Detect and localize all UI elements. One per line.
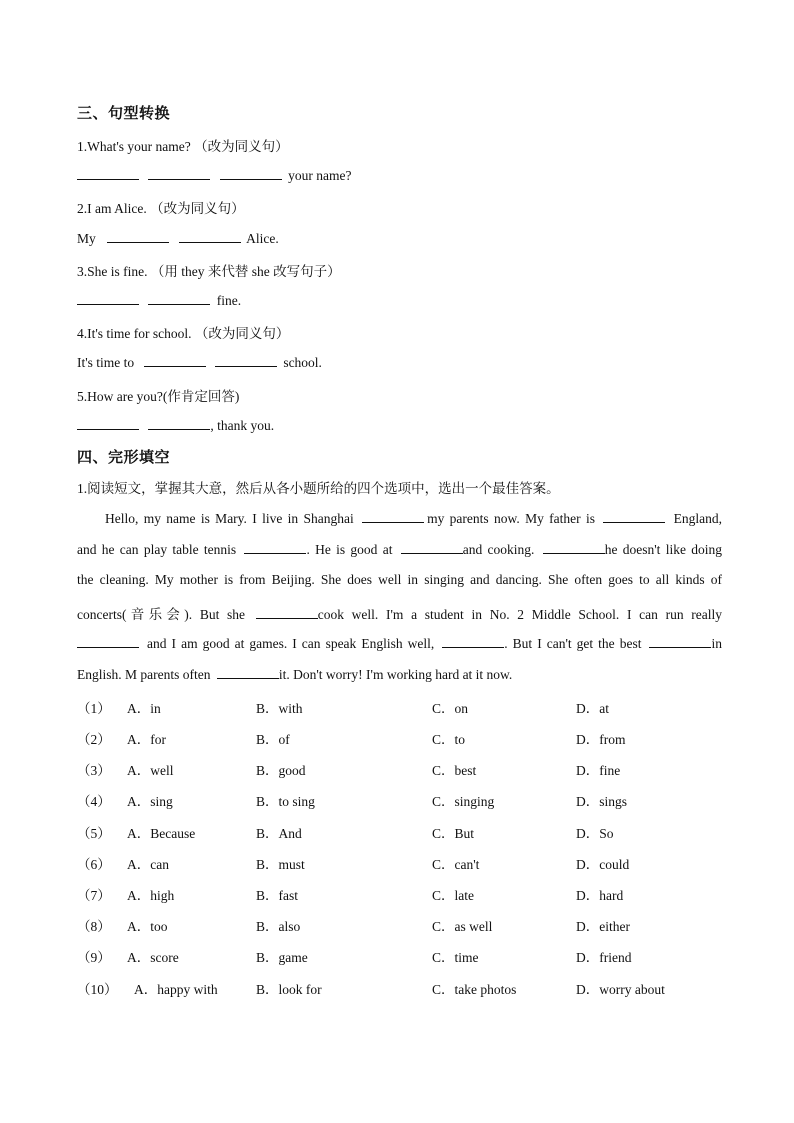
section4-instruction: 1.阅读短文，掌握其大意，然后从各小题所给的四个选项中，选出一个最佳答案。 — [77, 481, 560, 496]
option-c[interactable]: C．late — [432, 888, 474, 903]
q4-answer-line — [77, 353, 322, 371]
option-number: （1） — [77, 701, 111, 716]
cloze-blank-9[interactable] — [649, 634, 711, 648]
option-d[interactable]: D．So — [576, 826, 614, 841]
option-d[interactable]: D．hard — [576, 888, 624, 903]
option-b[interactable]: B．of — [256, 732, 290, 747]
option-a[interactable]: A．high — [127, 888, 175, 903]
answer-blank[interactable] — [144, 353, 206, 367]
q5-prompt: 5.How are you?(作肯定回答) — [77, 389, 240, 404]
q4-answer-head: It's time to — [77, 355, 135, 370]
answer-blank[interactable] — [215, 353, 277, 367]
option-c[interactable]: C．can't — [432, 857, 480, 872]
option-number: （4） — [77, 794, 111, 809]
option-d[interactable]: D．from — [576, 732, 626, 747]
option-d[interactable]: D．fine — [576, 763, 621, 778]
cloze-blank-6[interactable] — [256, 605, 318, 619]
option-c[interactable]: C．time — [432, 950, 479, 965]
option-a[interactable]: A．can — [127, 857, 169, 872]
q2-answer-line — [77, 229, 279, 247]
option-d[interactable]: D．at — [576, 701, 609, 716]
q5-answer-line — [77, 416, 274, 434]
option-a[interactable]: A．too — [127, 919, 168, 934]
option-c[interactable]: C．best — [432, 763, 477, 778]
option-d[interactable]: D．could — [576, 857, 630, 872]
passage-line: and I am good at games. I can speak English well, . But I can't get the best in — [77, 634, 722, 652]
option-a[interactable]: A．for — [127, 732, 166, 747]
q3-answer-line — [77, 291, 241, 309]
q3-prompt: 3.She is fine. （用 they 来代替 she 改写句子） — [77, 264, 341, 279]
option-c[interactable]: C．But — [432, 826, 475, 841]
answer-blank[interactable] — [77, 416, 139, 430]
option-c[interactable]: C．on — [432, 701, 469, 716]
option-d[interactable]: D．friend — [576, 950, 632, 965]
q1-prompt: 1.What's your name? （改为同义句） — [77, 139, 289, 154]
option-a[interactable]: A．score — [127, 950, 179, 965]
cloze-blank-10[interactable] — [217, 665, 279, 679]
option-b[interactable]: B．also — [256, 919, 301, 934]
passage-line: concerts(音乐会). But she cook well. I'm a student in No. 2 Middle School. I can run really — [77, 607, 723, 622]
option-a[interactable]: A．sing — [127, 794, 173, 809]
cloze-blank-5[interactable] — [543, 540, 605, 554]
section4-title: 四、完形填空 — [77, 448, 171, 466]
cloze-blank-7[interactable] — [77, 634, 139, 648]
answer-blank[interactable] — [107, 229, 169, 243]
q2-answer-head: My — [77, 231, 96, 246]
option-number: （7） — [77, 888, 111, 903]
option-number: （10） — [77, 982, 118, 997]
passage-line: the cleaning. My mother is from Beijing. She does well in singing and dancing. She often goes to all kinds of — [77, 572, 722, 587]
option-number: （2） — [77, 732, 111, 747]
option-a[interactable]: A．Because — [127, 826, 196, 841]
answer-blank[interactable] — [148, 291, 210, 305]
answer-blank[interactable] — [77, 291, 139, 305]
cloze-blank-3[interactable] — [244, 540, 306, 554]
answer-blank[interactable] — [148, 416, 210, 430]
option-b[interactable]: B．good — [256, 763, 306, 778]
option-b[interactable]: B．must — [256, 857, 305, 872]
q4-answer-tail: school. — [283, 355, 322, 370]
option-c[interactable]: C．take photos — [432, 982, 517, 997]
q5-answer-tail: , thank you. — [210, 418, 275, 433]
option-a[interactable]: A．happy with — [134, 982, 218, 997]
q3-answer-tail: fine. — [216, 293, 242, 308]
option-b[interactable]: B．fast — [256, 888, 298, 903]
q4-prompt: 4.It's time for school. （改为同义句） — [77, 326, 290, 341]
option-a[interactable]: A．in — [127, 701, 161, 716]
option-b[interactable]: B．look for — [256, 982, 322, 997]
q2-answer-tail: Alice. — [246, 231, 279, 246]
option-b[interactable]: B．to sing — [256, 794, 315, 809]
option-d[interactable]: D．either — [576, 919, 630, 934]
cloze-blank-2[interactable] — [603, 509, 665, 523]
option-d[interactable]: D．worry about — [576, 982, 665, 997]
option-number: （6） — [77, 857, 111, 872]
answer-blank[interactable] — [179, 229, 241, 243]
cloze-blank-1[interactable] — [362, 509, 424, 523]
option-number: （3） — [77, 763, 111, 778]
option-b[interactable]: B．And — [256, 826, 302, 841]
option-c[interactable]: C．to — [432, 732, 466, 747]
option-c[interactable]: C．singing — [432, 794, 495, 809]
q1-answer-tail: your name? — [288, 168, 352, 183]
option-b[interactable]: B．with — [256, 701, 303, 716]
answer-blank[interactable] — [220, 166, 282, 180]
q2-prompt: 2.I am Alice. （改为同义句） — [77, 201, 245, 216]
option-b[interactable]: B．game — [256, 950, 308, 965]
option-number: （5） — [77, 826, 111, 841]
option-d[interactable]: D．sings — [576, 794, 628, 809]
cloze-blank-8[interactable] — [442, 634, 504, 648]
passage-line: and he can play table tennis . He is good at and cooking. he doesn't like doing — [77, 542, 723, 557]
passage-line: English. M parents often it. Don't worry! I'm working hard at it now. — [77, 667, 513, 682]
option-number: （9） — [77, 950, 111, 965]
answer-blank[interactable] — [77, 166, 139, 180]
option-c[interactable]: C．as well — [432, 919, 493, 934]
answer-blank[interactable] — [148, 166, 210, 180]
section3-title: 三、句型转换 — [77, 104, 171, 122]
q1-answer-line — [77, 166, 351, 184]
passage-line: Hello, my name is Mary. I live in Shanghai my parents now. My father is England, — [105, 511, 723, 526]
option-a[interactable]: A．well — [127, 763, 174, 778]
option-number: （8） — [77, 919, 111, 934]
cloze-blank-4[interactable] — [401, 540, 463, 554]
